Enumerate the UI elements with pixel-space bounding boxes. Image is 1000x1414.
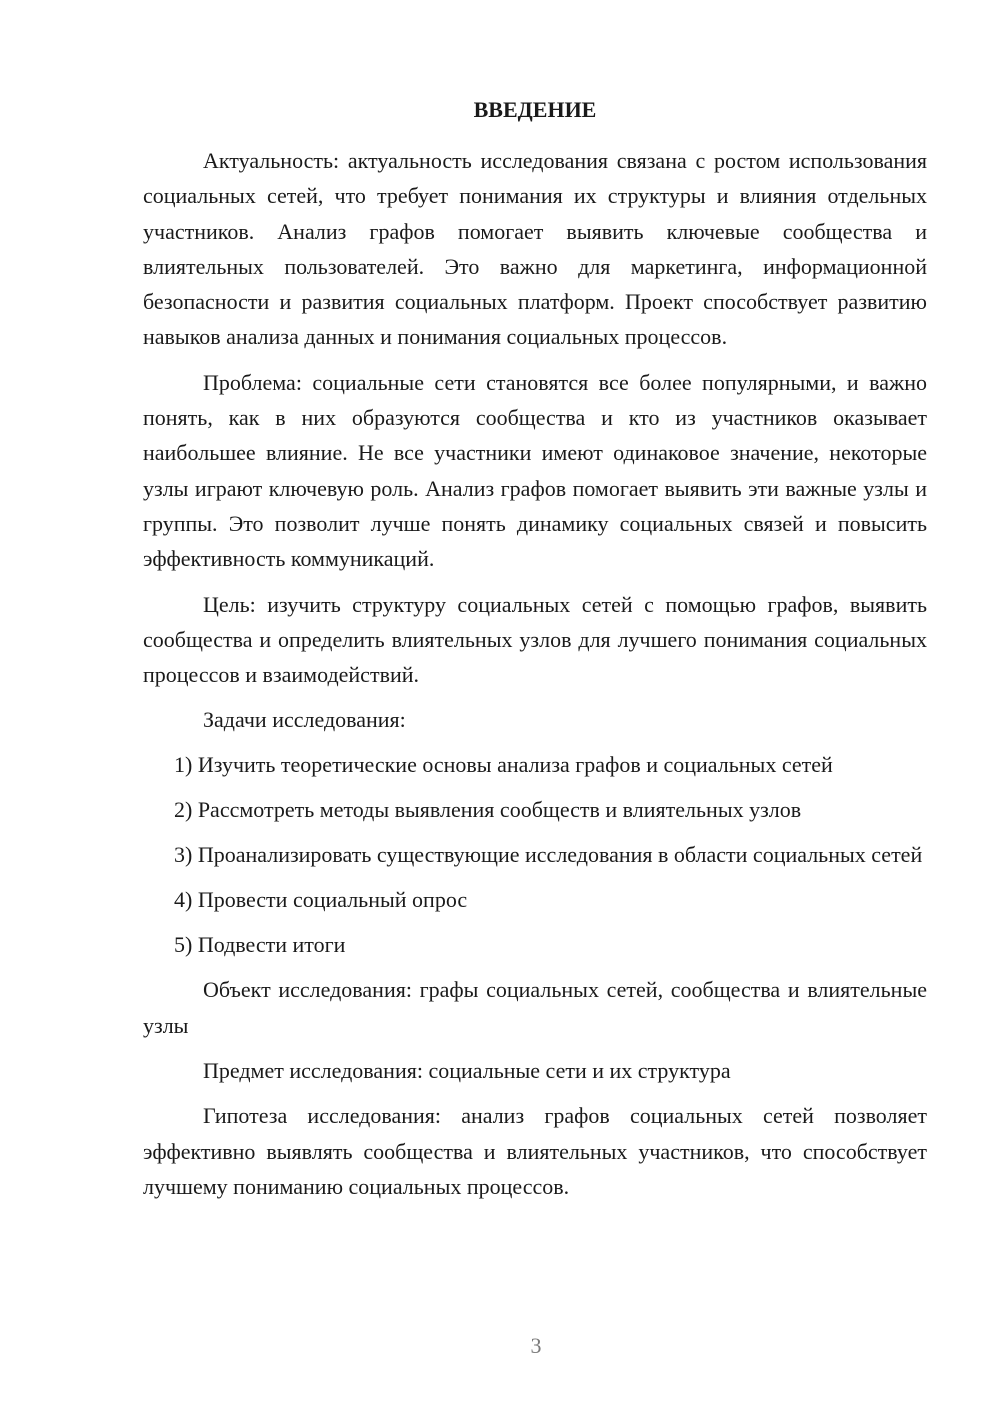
tasks-title: Задачи исследования:: [203, 707, 406, 733]
task-item-2: 2) Рассмотреть методы выявления сообществ и влиятельных узлов: [174, 797, 802, 823]
relevance-paragraph: Актуальность: актуальность исследования связана с ростом использования социальных сетей, что требует понимания их структуры и влияния отдельных участников. Анализ графов помогает выявить ключевые сообщества и влиятельных пользователей. Это важно для маркетинга, информационной безопасности и развития социальных платформ. Проект способствует развитию навыков анализа данных и понимания социальных процессов.: [143, 148, 927, 350]
research-subject-paragraph: Предмет исследования: социальные сети и их структура: [203, 1058, 731, 1084]
task-list: [143, 747, 927, 962]
task-item-5: 5) Подвести итоги: [174, 932, 346, 958]
task-item-1: 1) Изучить теоретические основы анализа графов и социальных сетей: [174, 752, 833, 778]
page-number: 3: [530, 1333, 542, 1358]
research-object-paragraph: Объект исследования: графы социальных сетей, сообщества и влиятельные узлы: [143, 977, 927, 1038]
page-content: [143, 95, 927, 1214]
task-item-4: 4) Провести социальный опрос: [174, 887, 468, 913]
problem-paragraph: Проблема: социальные сети становятся все более популярными, и важно понять, как в них образуются сообщества и кто из участников оказывает наибольшее влияние. Не все участники имеют одинаковое значение, некоторые узлы играют ключевую роль. Анализ графов помогает выявить эти важные узлы и группы. Это позволит лучше понять динамику социальных связей и повысить эффективность коммуникаций.: [143, 369, 927, 572]
section-heading: ВВЕДЕНИЕ: [473, 97, 597, 122]
hypothesis-paragraph: Гипотеза исследования: анализ графов социальных сетей позволяет эффективно выявлять сообщества и влиятельных участников, что способствует лучшему пониманию социальных процессов.: [143, 1103, 927, 1199]
task-item-3: 3) Проанализировать существующие исследования в области социальных сетей: [174, 842, 923, 868]
goal-paragraph: Цель: изучить структуру социальных сетей с помощью графов, выявить сообщества и определить влиятельных узлов для лучшего понимания социальных процессов и взаимодействий.: [143, 591, 927, 688]
